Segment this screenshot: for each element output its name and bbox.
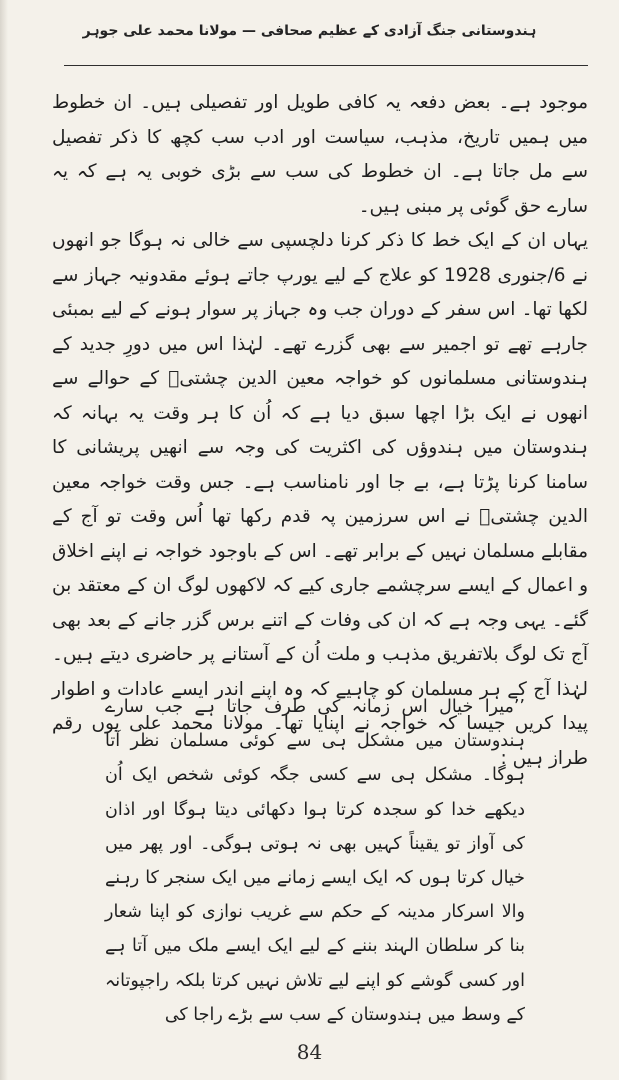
body-text xyxy=(52,86,588,776)
paragraph-2: یہاں ان کے ایک خط کا ذکر کرنا دلچسپی سے خالی نہ ہوگا جو انھوں نے 6/جنوری 1928 کو علاج کے لیے یورپ جاتے ہوئے مقدونیہ جہاز سے لکھا تھا۔ اس سفر کے دوران جب وہ جہاز پر سوار ہونے کے لیے بمبئی جارہے تھے تو اجمیر سے بھی گزرے تھے۔ لہٰذا اس میں دورِ جدید کے ہندوستانی مسلمانوں کو خواجہ معین الدین چشتیؒ کے حوالے سے انھوں نے ایک بڑا اچھا سبق دیا ہے کہ اُن کا ہر وقت یہ بہانہ کہ ہندوستان میں ہندوؤں کی اکثریت کی وجہ سے انھیں پریشانی کا سامنا کرنا پڑتا ہے، بے جا اور نامناسب ہے۔ جس وقت خواجہ معین الدین چشتیؒ نے اس سرزمین پہ قدم رکھا تھا اُس وقت تو آج کے مقابلے مسلمان نہیں کے برابر تھے۔ اس کے باوجود خواجہ نے اپنے اخلاق و اعمال کے ایسے سرچشمے جاری کیے کہ لاکھوں لوگ ان کے معتقد بن گئے۔ یہی وجہ ہے کہ ان کی وفات کے اتنے برس گزر جانے کے بعد بھی آج تک لوگ بلاتفریق مذہب و ملت اُن کے آستانے پر حاضری دیتے ہیں۔ لہٰذا آج کے ہر مسلمان کو چاہیے کہ وہ اپنے اندر ایسے عادات و اطوار پیدا کریں جیسا کہ خواجہ نے اپنایا تھا۔ مولانا محمد علی یوں رقم طراز ہیں : xyxy=(52,230,589,769)
header-divider xyxy=(64,65,588,66)
running-header: ہندوستانی جنگ آزادی کے عظیم صحافی — مولانا محمد علی جوہر xyxy=(82,23,537,39)
scan-edge-shadow xyxy=(0,0,8,1080)
block-quote: ’’میرا خیال اس زمانہ کی طرف جاتا ہے جب سارے ہندوستان میں مشکل ہی سے کوئی مسلمان نظر آتا ہوگا۔ مشکل ہی سے کسی جگہ کوئی شخص ایک اُن دیکھے خدا کو سجدہ کرتا ہوا دکھائی دیتا ہوگا اور اذان کی آواز تو یقیناً کہیں بھی نہ ہوتی ہوگی۔ اور پھر میں خیال کرتا ہوں کہ ایک ایسے زمانے میں ایک سنجر کا رہنے والا اسرکار مدینہ کے حکم سے غریب نوازی کو اپنا شعار بنا کر سلطان الہند بننے کے لیے ایک ایسے ملک میں آتا ہے اور کسی گوشے کو اپنے لیے تلاش نہیں کرتا بلکہ راجپوتانہ کے وسط میں ہندوستان کے سب سے بڑے راجا کی xyxy=(105,697,525,1025)
paragraph-1: موجود ہے۔ بعض دفعہ یہ کافی طویل اور تفصیلی ہیں۔ ان خطوط میں ہمیں تاریخ، مذہب، سیاست اور ادب سب کچھ کا ذکر تفصیل سے مل جاتا ہے۔ ان خطوط کی سب سے بڑی خوبی یہ ہے کہ یہ سارے حق گوئی پر مبنی ہیں۔ xyxy=(52,92,588,217)
page-number: 84 xyxy=(296,1040,323,1064)
